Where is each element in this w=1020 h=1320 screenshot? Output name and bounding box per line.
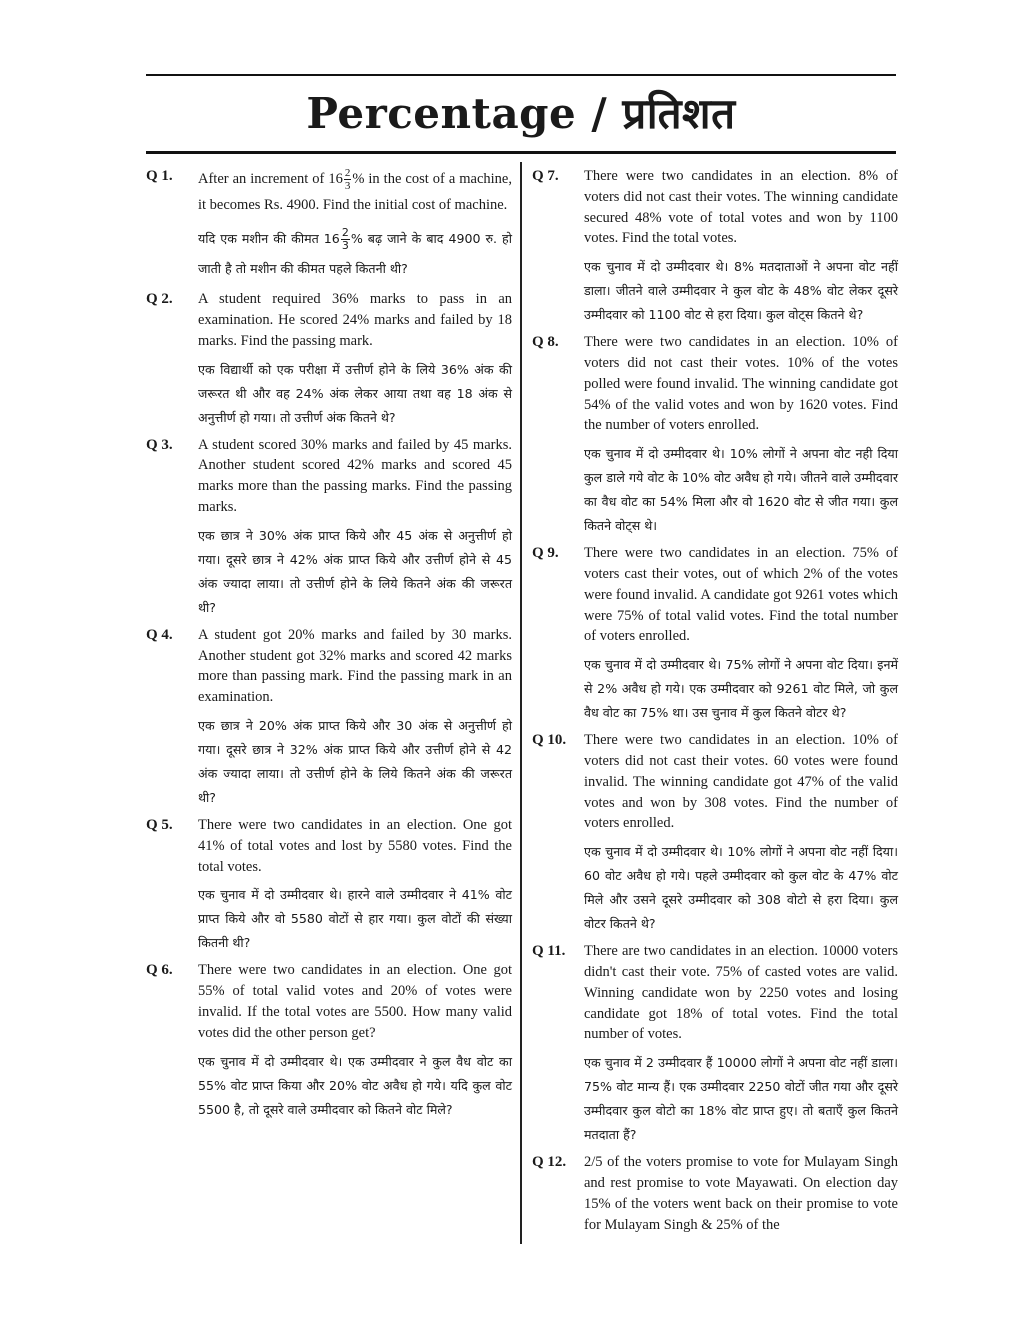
question-number: Q 8. (532, 334, 559, 351)
fraction-two-thirds: $\frac{2}{3}$ (341, 226, 349, 253)
question-number: Q 2. (146, 291, 173, 308)
question-1 (146, 166, 512, 284)
top-rule (146, 74, 896, 76)
question-text-english: A student required 36% marks to pass in an examination. He scored 24% marks and failed by 18 marks. Find the passing mark. (198, 291, 512, 349)
question-text-english: 2/5 of the voters promise to vote for Mulayam Singh and rest promise to vote Mayawati. On election day 15% of the voters went back on their promise to vote for Mulayam Singh & 25% of the (584, 1154, 898, 1233)
question-text-hindi: एक चुनाव में दो उम्मीदवार थे। एक उम्मीदवार ने कुल वैध वोट का 55% वोट प्राप्त किया और 20% वोट अवैध हो गये। यदि कुल वोट 5500 है, तो दूसरे वाले उम्मीदवार को कितने वोट मिले? (198, 1053, 512, 1117)
question-text-english: A student got 20% marks and failed by 30 marks. Another student got 32% marks and scored 42 marks more than passing mark. Find the passing mark in an examination. (198, 626, 512, 706)
question-number: Q 11. (532, 943, 566, 960)
question-4 (146, 625, 512, 810)
question-text-english: There were two candidates in an election. 75% of voters cast their votes, out of which 2% of the votes were found invalid. A candidate got 9261 votes which were 75% of total valid votes. Find the total number of voters enrolled. (584, 545, 898, 645)
question-text-english: There were two candidates in an election. One got 55% of total valid votes and 20% of votes were invalid. If the total votes are 5500. How many valid votes did the other person get? (198, 962, 512, 1041)
question-number: Q 9. (532, 545, 559, 562)
question-3 (146, 435, 512, 620)
question-7 (532, 166, 898, 327)
question-text-english: There were two candidates in an election. One got 41% of total votes and lost by 5580 votes. Find the total votes. (198, 816, 512, 875)
question-number: Q 10. (532, 732, 567, 749)
question-text-hindi: एक छात्र ने 20% अंक प्राप्त किये और 30 अंक से अनुत्तीर्ण हो गया। दूसरे छात्र ने 32% अंक प्राप्त किये और उत्तीर्ण होने से 42 अंक ज्यादा लाया। तो उत्तीर्ण होने के लिये कितने अंक की जरूरत थी? (198, 717, 512, 805)
question-text-hindi: एक विद्यार्थी को एक परीक्षा में उत्तीर्ण होने के लिये 36% अंक की जरूरत थी और वह 24% अंक लेकर आया तथा वह 18 अंक से अनुत्तीर्ण हो गया। तो उत्तीर्ण अंक कितने थे? (198, 361, 512, 425)
left-column (146, 166, 512, 1127)
question-text-hindi: एक चुनाव में 2 उम्मीदवार हैं 10000 लोगों ने अपना वोट नहीं डाला। 75% वोट मान्य हैं। एक उम्मीदवार 2250 वोटों जीत गया और दूसरे उम्मीदवार कुल वोटो का 18% वोट प्राप्त हुए। तो बताएँ कुल कितने मतदाता हैं? (584, 1055, 898, 1143)
question-text-hindi: यदि एक मशीन की कीमत 16 $\frac{2}{3}$ % बढ़ जाने के बाद 4900 रु. हो जाती है तो मशीन की कीमत पहले कितनी थी? (198, 226, 512, 277)
fraction-two-thirds: $\frac{2}{3}$ (344, 167, 351, 193)
question-text-hindi: एक छात्र ने 30% अंक प्राप्त किये और 45 अंक से अनुत्तीर्ण हो गया। दूसरे छात्र ने 42% अंक प्राप्त किये और उत्तीर्ण होने से 45 अंक ज्यादा लाया। तो उत्तीर्ण होने के लिये कितने अंक की जरूरत थी? (198, 527, 512, 615)
question-12 (532, 1152, 898, 1235)
question-number: Q 12. (532, 1154, 567, 1171)
question-10 (532, 730, 898, 936)
question-text-english: There were two candidates in an election. 10% of voters did not cast their votes. 10% of the votes polled were found invalid. The winning candidate got 54% of the valid votes and won by 1620 votes. Find the number of voters enrolled. (584, 334, 898, 434)
question-text-hindi: एक चुनाव में दो उम्मीदवार थे। 10% लोगों ने अपना वोट नहीं दिया। 60 वोट अवैध हो गये। पहले उम्मीदवार को कुल वोट के 47% वोट मिले और उसने दूसरे उम्मीदवार को 308 वोटो से हरा दिया। कुल वोटर कितने थे? (584, 844, 898, 932)
question-5 (146, 815, 512, 955)
question-number: Q 4. (146, 626, 173, 643)
question-2 (146, 289, 512, 429)
column-divider (520, 162, 522, 1244)
question-number: Q 7. (532, 168, 559, 184)
question-number: Q 1. (146, 168, 173, 184)
question-11 (532, 941, 898, 1147)
question-9 (532, 543, 898, 725)
question-text-hindi: एक चुनाव में दो उम्मीदवार थे। 10% लोगों ने अपना वोट नही दिया कुल डाले गये वोट के 10% वोट अवैध हो गये। जीतने वाले उम्मीदवार का वैध वोट का 54% मिला और वो 1620 वोट से जीत गया। कुल कितने वोट्स थे। (584, 446, 898, 534)
question-6 (146, 960, 512, 1121)
question-text-english: A student scored 30% marks and failed by 45 marks. Another student scored 42% marks and scored 45 marks more than the passing marks. Find the passing marks. (198, 436, 512, 515)
question-number: Q 3. (146, 436, 173, 453)
question-text-hindi: एक चुनाव में दो उम्मीदवार थे। 75% लोगों ने अपना वोट दिया। इनमें से 2% अवैध हो गये। एक उम्मीदवार को 9261 वोट मिले, जो कुल वैध वोट का 75% था। उस चुनाव में कुल कितने वोटर थे? (584, 657, 898, 721)
question-text-english: There were two candidates in an election. 10% of voters did not cast their votes. 60 votes were found invalid. The winning candidate got 47% of the valid votes and won by 308 votes. Find the number of voters enrolled. (584, 732, 898, 832)
question-text-english: There were two candidates in an election. 8% of voters did not cast their votes. The winning candidate secured 48% vote of total votes and won by 1100 votes. Find the total votes. (584, 168, 898, 247)
question-number: Q 5. (146, 816, 173, 833)
question-text-english: After an increment of 16 $\frac{2}{3}$ % in the cost of a machine, it becomes Rs. 4900. Find the initial cost of machine. (198, 167, 512, 214)
question-text-hindi: एक चुनाव में दो उम्मीदवार थे। हारने वाले उम्मीदवार ने 41% वोट प्राप्त किये और वो 5580 वोटों से हार गया। कुल वोटों की संख्या कितनी थी? (198, 887, 512, 951)
question-text-english: There are two candidates in an election. 10000 voters didn't cast their vote. 75% of casted votes are valid. Winning candidate won by 2250 votes and losing candidate got 18% of total votes. Find the total number of votes. (584, 943, 898, 1043)
title-underline (146, 151, 896, 154)
question-number: Q 6. (146, 962, 173, 979)
right-column (532, 166, 898, 1241)
question-8 (532, 332, 898, 538)
question-text-hindi: एक चुनाव में दो उम्मीदवार थे। 8% मतदाताओं ने अपना वोट नहीं डाला। जीतने वाले उम्मीदवार ने कुल वोट के 48% वोट लेकर दूसरे उम्मीदवार को 1100 वोट से हरा दिया। कुल वोट्स कितने थे? (584, 259, 898, 323)
page-title: Percentage / प्रतिशत (306, 89, 736, 138)
